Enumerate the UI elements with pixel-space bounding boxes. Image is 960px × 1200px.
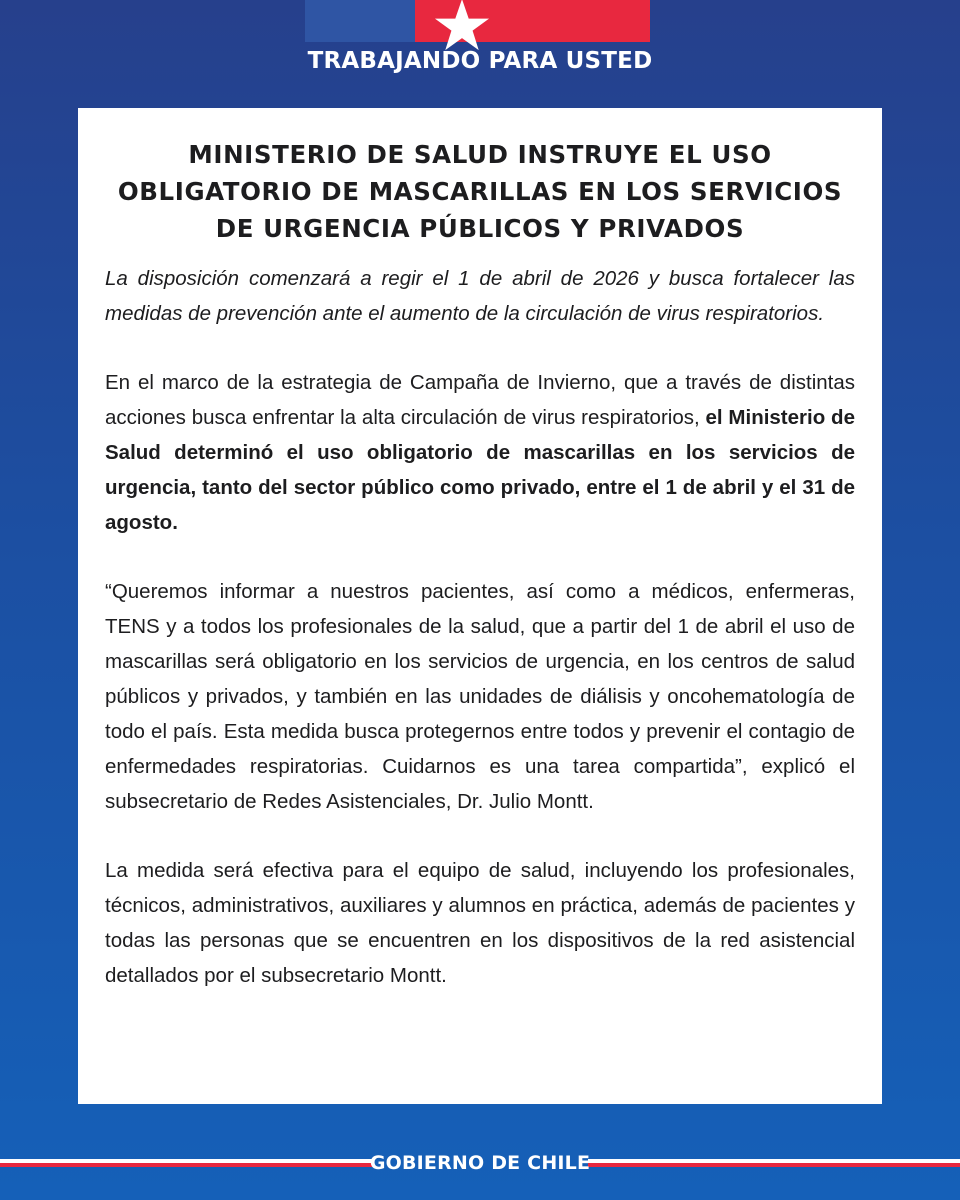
- footer-brand-title: GOBIERNO DE CHILE: [369, 1152, 591, 1174]
- article-paragraph-1: [105, 365, 855, 540]
- flag-banner: [305, 0, 650, 42]
- flag-blue-field: [305, 0, 415, 42]
- paragraph-1-intro: En el marco de la estrategia de Campaña de Invierno, que a través de distintas acciones busca enfrentar la alta circulación de virus respiratorios,: [105, 371, 855, 429]
- article-paragraph-3: La medida será efectiva para el equipo de salud, incluyendo los profesionales, técnicos, administrativos, auxiliares y alumnos en práctica, además de pacientes y todas las personas que se encuentren en los dispositivos de la red asistencial detallados por el subsecretario Montt.: [105, 859, 855, 987]
- star-icon: [433, 0, 491, 52]
- article-lead: La disposición comenzará a regir el 1 de abril de 2026 y busca fortalecer las medidas de prevención ante el aumento de la circulación de virus respiratorios.: [105, 267, 855, 325]
- footer-brand: [0, 1150, 960, 1176]
- header-title: TRABAJANDO PARA USTED: [307, 48, 653, 74]
- article-headline: MINISTERIO DE SALUD INSTRUYE EL USO OBLIGATORIO DE MASCARILLAS EN LOS SERVICIOS DE URGENCIA PÚBLICOS Y PRIVADOS: [117, 140, 843, 243]
- paragraph-1-bold: el Ministerio de Salud determinó el uso obligatorio de mascarillas en los servicios de urgencia, tanto del sector público como privado, entre el 1 de abril y el 31 de agosto.: [105, 406, 855, 534]
- article-paragraph-2: “Queremos informar a nuestros pacientes, así como a médicos, enfermeras, TENS y a todos los profesionales de la salud, que a partir del 1 de abril el uso de mascarillas será obligatorio en los servicios de urgencia, en los centros de salud públicos y privados, y también en las unidades de diálisis y oncohematología de todo el país. Esta medida busca protegernos entre todos y prevenir el contagio de enfermedades respiratorias. Cuidarnos es una tarea compartida”, explicó el subsecretario de Redes Asistenciales, Dr. Julio Montt.: [105, 580, 855, 813]
- article-card: [78, 108, 882, 1104]
